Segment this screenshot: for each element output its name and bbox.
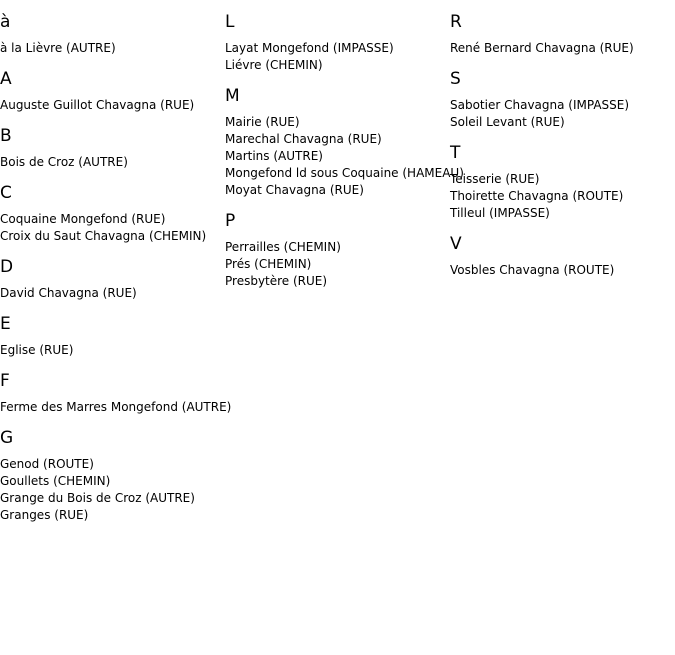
entry-list <box>0 154 225 171</box>
section-letter: S <box>450 69 461 89</box>
section-letter: R <box>450 12 462 32</box>
street-link[interactable]: David Chavagna (RUE) <box>0 286 137 300</box>
street-link[interactable]: Moyat Chavagna (RUE) <box>225 183 364 197</box>
street-link[interactable]: Marechal Chavagna (RUE) <box>225 132 382 146</box>
index-section <box>450 143 675 222</box>
street-link[interactable]: Ferme des Marres Mongefond (AUTRE) <box>0 400 232 414</box>
index-column-1 <box>0 0 232 534</box>
section-letter: M <box>225 86 240 106</box>
index-section <box>0 12 225 57</box>
street-link[interactable]: Vosbles Chavagna (ROUTE) <box>450 263 615 277</box>
entry-list <box>450 97 675 131</box>
street-link[interactable]: Liévre (CHEMIN) <box>225 58 323 72</box>
index-section <box>225 211 450 290</box>
entry-list <box>0 456 225 524</box>
index-section <box>450 69 675 131</box>
section-letter: B <box>0 126 12 146</box>
section-letter: A <box>0 69 12 89</box>
street-link[interactable]: Teisserie (RUE) <box>450 172 540 186</box>
section-letter: V <box>450 234 462 254</box>
index-section <box>0 126 225 171</box>
index-section <box>0 314 225 359</box>
street-link[interactable]: Bois de Croz (AUTRE) <box>0 155 128 169</box>
street-link[interactable]: Soleil Levant (RUE) <box>450 115 565 129</box>
street-link[interactable]: à la Lièvre (AUTRE) <box>0 41 116 55</box>
index-section <box>0 428 225 524</box>
index-column-2 <box>225 0 464 300</box>
index-section <box>0 257 225 302</box>
section-letter: P <box>225 211 236 231</box>
index-section <box>225 86 464 199</box>
street-link[interactable]: Eglise (RUE) <box>0 343 74 357</box>
street-link[interactable]: Croix du Saut Chavagna (CHEMIN) <box>0 229 207 243</box>
entry-list <box>450 40 675 57</box>
street-link[interactable]: Coquaine Mongefond (RUE) <box>0 212 166 226</box>
street-link[interactable]: Prés (CHEMIN) <box>225 257 312 271</box>
index-section <box>450 234 675 279</box>
section-letter: L <box>225 12 235 32</box>
entry-list <box>225 239 450 290</box>
street-link[interactable]: Auguste Guillot Chavagna (RUE) <box>0 98 195 112</box>
entry-list <box>0 97 225 114</box>
index-section <box>0 69 225 114</box>
street-link[interactable]: René Bernard Chavagna (RUE) <box>450 41 634 55</box>
entry-list <box>0 342 225 359</box>
street-link[interactable]: Goullets (CHEMIN) <box>0 474 111 488</box>
street-link[interactable]: Thoirette Chavagna (ROUTE) <box>450 189 624 203</box>
index-section <box>450 12 675 57</box>
street-link[interactable]: Presbytère (RUE) <box>225 274 328 288</box>
entry-list <box>0 211 225 245</box>
section-letter: E <box>0 314 11 334</box>
street-link[interactable]: Genod (ROUTE) <box>0 457 94 471</box>
section-letter: D <box>0 257 14 277</box>
street-link[interactable]: Sabotier Chavagna (IMPASSE) <box>450 98 630 112</box>
index-section <box>0 183 225 245</box>
section-letter: C <box>0 183 12 203</box>
entry-list <box>0 40 225 57</box>
street-link[interactable]: Layat Mongefond (IMPASSE) <box>225 41 394 55</box>
index-column-3 <box>450 0 675 289</box>
entry-list <box>0 285 225 302</box>
entry-list <box>450 171 675 222</box>
street-link[interactable]: Granges (RUE) <box>0 508 89 522</box>
entry-list <box>225 40 450 74</box>
section-letter: G <box>0 428 14 448</box>
street-link[interactable]: Perrailles (CHEMIN) <box>225 240 341 254</box>
street-link[interactable]: Mairie (RUE) <box>225 115 300 129</box>
index-section <box>0 371 232 416</box>
street-link[interactable]: Grange du Bois de Croz (AUTRE) <box>0 491 195 505</box>
index-section <box>225 12 450 74</box>
street-link[interactable]: Mongefond ld sous Coquaine (HAMEAU) <box>225 166 464 180</box>
street-link[interactable]: Martins (AUTRE) <box>225 149 323 163</box>
street-link[interactable]: Tilleul (IMPASSE) <box>450 206 550 220</box>
section-letter: F <box>0 371 10 391</box>
section-letter: à <box>0 12 11 32</box>
entry-list <box>225 114 464 199</box>
section-letter: T <box>450 143 461 163</box>
entry-list <box>0 399 232 416</box>
entry-list <box>450 262 675 279</box>
